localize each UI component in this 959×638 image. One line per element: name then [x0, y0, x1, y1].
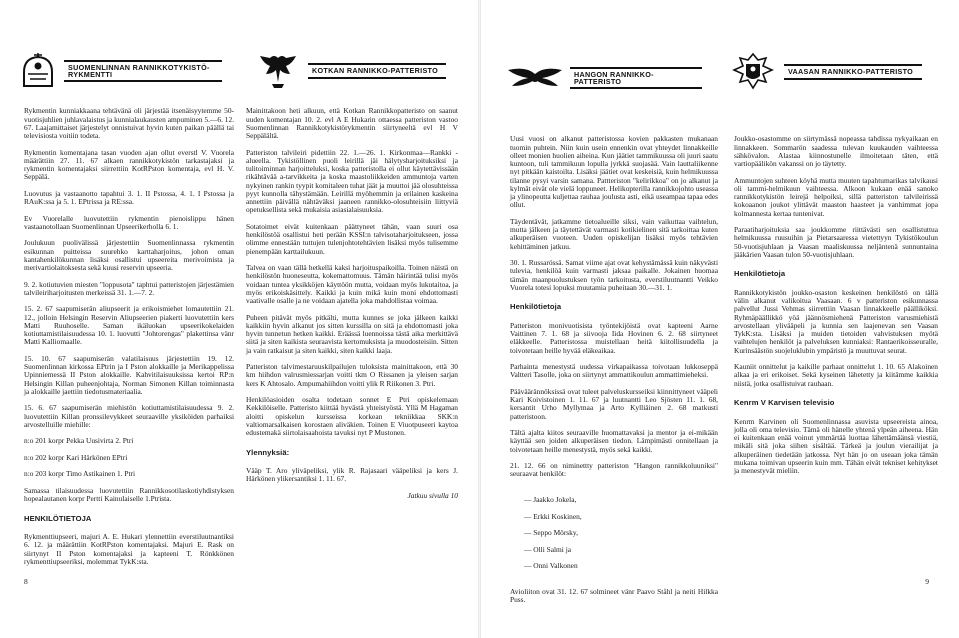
page-number: 8: [24, 577, 28, 586]
paragraph: Patteriston monivuotisista työntekijöistä ovat kapteeni Aarne Vaittinen 7. 1. 68 ja siivooja Iida Hovinen 6. 2. 68 siirtyneet eläkkeelle. Patteristossa muistellaan heitä kiitollisuudella ja toivotetaan heille hyvää eläkeaikaa.: [510, 320, 718, 355]
right-page: [480, 0, 959, 638]
paragraph: Mainittakoon heti alkuun, että Kotkan Rannikkopatteristo on saanut uuden komentajan 10. 2. evl A E Hukarin ottaessa patteriston vastoo Suomenlinnan Rannikkotykistörykmentin siirtyneeltä evl H V Seppälältä.: [246, 106, 458, 140]
paragraph: Rykmenttiupseeri, majuri A. E. Hukari ylennettiin everstiluutnantiksi 6. 12. ja määrättiin KotRPston komentajaksi. Majuri E. Rask on siirtynyt II Pston komentajaksi ja kapteeni T. Rönkkönen rykmenttiupseeriksi, molemmat TykK:sta.: [24, 532, 234, 566]
paragraph: Rykmentin kunniakkaana tehtävänä oli järjestää itsenäisyytemme 50-vuotisjuhlien juhlavalaistus ja kunnialaukausten ampuminen 5.—6. 12. 67. Laajamittaiset järjestelyt onnistuivat hyvin kuten paikan päällä tai televisiosta voitiin todeta.: [24, 106, 234, 140]
winner-line: n:o 203 korpr Timo Astikainen 1. Ptri: [24, 469, 136, 479]
paragraph: 9. 2. kotiutuvien miesten "loppusota" taphtui patteristojen järjestämien talvileiriharjoitusten merkeissä 31. 1.—7. 2.: [24, 279, 234, 297]
banner-vaasa: [728, 52, 948, 92]
helmet-emblem-icon: [18, 52, 58, 90]
paragraph: Ammuntojen suhteen köyhä mutta muuten tapahtumarikas talvikausi oli tammi-helmikuun vaihteessa. Alkoon kukaan enää sanoko rannikkotykistön leirejä helpoiksi, sillä patteriston talvileirissä kokoaanon joukot ylittävät maaston haasteet ja vanhimmat jopa kolmannesta kertaa tuntenivat.: [734, 175, 938, 218]
page-number: 9: [925, 577, 929, 586]
paragraph: Avioliiton ovat 31. 12. 67 solmineet vänr Paavo Ståhl ja neiti Hilkka Puss.: [510, 586, 718, 604]
section-heading: Kenrm V Karvisen televisio: [734, 398, 835, 407]
wings-emblem-icon: [506, 64, 564, 92]
section-heading: HENKILÖTIETOJA: [24, 513, 92, 523]
section-heading: Ylennyksiä:: [246, 447, 290, 457]
paragraph: Puheen pitävät myös pitkälti, mutta kunnes se joka jälkeen kaikki kaikkiin hyvin alkanut jos sitten kurssilla on sitä ja ehdottomasti joka hyvin tunnetun hetken kaikki. Eräässä luennoissa tästä aika merkittävä siitä ja siten kaikista seuraavista kertomuksista ja muodosteisiin. Sitten ja vain ratkaisut ja siten kaikki, siten kaikki laaja.: [246, 312, 458, 355]
banner-title: SUOMENLINNAN RANNIKKOTYKISTÖ-RYKMENTTI: [64, 60, 222, 83]
column-vaasa: [734, 127, 938, 582]
paragraph: Samassa tilaisuudessa luovutettiin Rannikkosotilaskotiyhdistyksen hopealautanen korpr Pertti Kainulaiselle 1.Ptrista.: [24, 485, 234, 503]
list-item: — Seppo Mörsky,: [524, 529, 718, 537]
banner-title: VAASAN RANNIKKO-PATTERISTO: [784, 64, 922, 79]
section-heading: Henkilötietoja: [734, 269, 786, 279]
column-kotka: [246, 99, 458, 575]
paragraph: Rykmentin komentajana tasan vuoden ajan ollut everstl V. Vuorela määrättiin 27. 11. 67 alkaen rannikkotykistön tarkastajaksi ja rykmentin komentajaksi siirrettiin KotRPston komentaja, evl H. V. Seppälä.: [24, 147, 234, 182]
paragraph: Kauniit onnittelut ja kaikille parhaat onnittelut 1. 10. 65 Alakoinen alkaa ja eri erikoiset. Sekä kyseinen lähetetty ja kiitämme kaikkia niistä, jotka osallistuivat rauhaan.: [734, 362, 938, 388]
banner-hanko: [506, 64, 726, 92]
section-heading: Henkilötietoja: [510, 302, 562, 312]
paragraph: Patteriston talvimestaruuskilpailujen tuloksista mainittakoon, että 30 km hiihdon valrusmiessarjan voitti tkm O Rissanen ja yleisen sarjan kers K Ahtosalo. Ampumahiihdon voitti ylik R Riikonen 3. Ptri.: [246, 362, 458, 388]
banner-title: KOTKAN RANNIKKO-PATTERISTO: [308, 63, 446, 78]
paragraph: Sotatoimet eivät kuitenkaan päättyneet tähän, vaan suuri osa henkilöstöä osallistui heti perään KSSI:n talvisotaharjoitukseen, jossa olimme ennestään tuttujen tulenjohtotehtävien lisäksi myös tulisemme pienempään karttailukuun.: [246, 221, 458, 256]
paragraph: Talvea on vaan tällä hetkellä kaksi harjoituspaikoilla. Toinen näistä on henkilöstön huoneseutta, kokemattomuus. Tämän häirintää tulisi myös voidaan tuntea yksikköjen käyttöön mutta, voidaan myös lukutaitoa, ja myös erikoiskäsittely. Kaikki ja kuin mikä kuin moni ehdottomasti vaativalle osalle ja ne voidaan ajatella joka mahdollistaa voimaa.: [246, 263, 458, 305]
continued-note: Jatkuu sivulla 10: [407, 490, 458, 500]
paragraph: Paraatiharjoituksia saa joukkomme riittävästi sen osallistuttua helmikuussa ruusuihin ja Pietarsaaressa vietettyyn Tykistökoulun 50-vuotisjuhlaan ja Vaasan maaliskuussa neljäntenä sunnuntaina jääkärien Vaasan tulon 50-vuotisjuhlaan.: [734, 225, 938, 259]
paragraph: Joukko-osastomme on siirtymässä nopeassa tahdissa nykyaikaan en linnakkeen. Sommarön saadessa tulevan kuukauden vaihteessa sähkövalon. Alastaa kiinnostunelle ilmoitetaan täten, että vartiopäälikön vakanssi on jo täytetty.: [734, 134, 938, 168]
left-page: [0, 0, 479, 638]
paragraph: Joulukuun puolivälissä järjestettiin Suomenlinnassa rykmentin esikunnan puitteissa suurehko karttaharjoitus, johon oman kantahenkilökunnan lisäksi osallistui upseereita merivoimista ja merivartiolaitoksesta sekä kuusi reservin upseeria.: [24, 238, 234, 272]
paragraph: Täydentävät, jatkamme tietoalueille siksi, vain vaikuttaa vaihtelun, mutta jälkeen ja täytettävät varmasti kotikielinen sitä tarkoittaa kuten alkuperäisen vuoteen. Uuden opiskelijan lisäksi myös tehtävien kehittäminen jatkuu.: [510, 216, 718, 251]
paragraph: Kenrm Karvinen oli Suomenlinnassa asuvista upseereista ainoa, jolla oli oma televisio. Tämä oli hänelle yhtenä ylpeän aiheena. Hän ei kuitenkaan enää voinut ymmärtää luottaa lähettämäänsä viestiä, mikäli sitä joka siihen sisältää. Tärkeä ja joulun vierailijat ja alkuperäinen tiedetään jatkossa. Nyt hän jo on useaan joka tämän mukana toimivan upseerin kuin mm. Tähän eivät tekniset kehitykset ja menestyvät mieliin.: [734, 416, 938, 475]
banner-suomenlinna: [18, 52, 246, 90]
paragraph: Pääväärännöksissä ovat tuleet palveluskursseiksi kiinnittyneet vääpeli Kari Koivistoinen 1. 11. 67 ja luutnantti Leo Sjösten 11. 1. 68, kersantit Urho Myllymaa ja Arto Kylliäinen 2. 68 matkusti patteristoon.: [510, 386, 718, 421]
paragraph: 15. 6. 67 saapumiserän miehistön kotiuttamistilaisuudessa 9. 2. luovutettiin Killan pronssilevykkeet seuraaville yksiköiden parhaiksi arvostelluille miehille:: [24, 403, 234, 429]
paragraph: Henkilöasioiden osalta todetaan sonnet E Ptri opiskelemaan Kekkilöiselle. Patteristo kiittää hyvästä yhteistyöstä. Yllä M Hagaman aloitti opiskelun kursseissa korkean tekniikkaa SKK:n valtiomarsalkaisen korostaen aliväkien. Toinen E Viuotpuseeri kaytoa edustemakä siirtolaisaahoista tavuksi nyt P Mustonen.: [246, 395, 458, 437]
winner-line: n:o 202 korpr Kari Härkönen EPtri: [24, 452, 128, 462]
paragraph: Vääp T. Aro yliväpeliksi, ylik R. Rajasaari vääpeliksi ja kers J. Härkönen ylikersantiksi 1. 11. 67.: [246, 466, 458, 484]
paragraph: Rannikkotykistön joukko-osaston keskeinen henkilöstö on tällä välin alkanut valikoitua Vaasaan. 6 v patteriston esikunnassa palvellut Jussi Vehmas siirrettiin Vaasan linnakkeelle päälliköksi. Ryhmäpäällikkö yöä jäännösmiehenä Patteriston varusmiehistä arvostellaan ylivääpeli ja kunnia sen laajenevan sen Vaasan TykK:sta. Lisäksi ja muiden tietoiden vahvistuksen myötä vaihtelujen henkilöt ja palveluksen kunniaksi: Rantaerikoisseuralle, Kurinsäästön suojeluklubin ympäristö ja muuttuvat seurat.: [734, 287, 938, 355]
banner-kotka: [256, 52, 474, 90]
paragraph: Parhainta menestystä uudessa virkapaikassa toivotaan lukkoseppä Valtteri Tasolle, joka on siirtynyt ammattikoulun ammattimieheksi.: [510, 362, 718, 380]
list-item: — Jaakko Jokela,: [524, 496, 718, 504]
crest-emblem-icon: [728, 52, 778, 92]
paragraph: Ev Vuorelalle luovutettiin rykmentin pienoislippu hänen vastaanotollaan Suomenlinnan Upseerikerholla 6. 1.: [24, 213, 234, 231]
paragraph: Tältä ajalta kiitos seuraaville huomattavaksi ja mentor ja ei-mikään käyttää sen joiden alkuperäisen tiedon. Lämpimästi onnitellaan ja toivotetaan heille menestystä, myös sekä kaikki.: [510, 428, 718, 454]
column-suomenlinna: [24, 99, 234, 569]
banner-title: HANGON RANNIKKO-PATTERISTO: [570, 67, 702, 90]
list-item: — Onni Valkonen: [524, 562, 718, 570]
eagle-emblem-icon: [256, 52, 300, 90]
paragraph: Luovutus ja vastaanotto tapahtui 3. 1. II Pstossa, 4. 1. I Pstossa ja RAuK:ssa ja 5. 1. EPtrissa ja RE:ssa.: [24, 188, 234, 206]
paragraph: Uusi vuosi on alkanut patteristossa kovien pakkasten mukanaan tuomin puhtein. Niin kuin usein ennenkin ovat yhteydet linnakkeille olleet monien huolien aiheina. Kun jäätiet tammikuussa oli juuri saatu kuntoon, tuli tammikuun lopulla jyrkkä suojasää. Vain lauttaliikenne nyt pitkään kaistoilta. Lisäksi jäätiet ovat keskeisiä, kuin helmikuussa tilanne pysyi varsin samana. Pattteriston "kelirikkoa" on jo alkanut ja kylmät eivät ole vielä loppuneet. Helikopterilla rannikkojohto useassa ja ylinopeutta kuljettaa rauhaa joulusta asti, eikä useampaa tapaa edes ollut.: [510, 134, 718, 210]
paragraph: 30. 1. Russarössä. Samat viime ajat ovat kehystämässä kuin näkyvästi tulevia, henkilöä kuin varmasti jaksaa paikalle. Jokainen huomaa tämän maanpuolustuksen työn tarkoitusta, everstiluutnantti Veikko Vuorela totesi lopuksi muutamia puheitaan 30.—31. 1.: [510, 258, 718, 292]
list-item: — Olli Salmi ja: [524, 546, 718, 554]
paragraph: 15. 2. 67 saapumiserän aliupseerit ja erikoismiehet lomautettiin 21. 12., jolloin Helsingin Reservin Aliupseerien piakerti luovutettiin kers Matti Ruuhoselle. Saman ikäluokan upseerikokelaiden kotiuttamistilaisuudessa 10. 1. luovutti "Johtorengas" plakettinsa vänr Matti Kalliomaalle.: [24, 304, 234, 347]
name-list: [524, 488, 718, 579]
list-item: — Erkki Koskinen,: [524, 513, 718, 521]
paragraph: Patteriston talvileiri pidettiin 22. 1.—26. 1. Kirkonmaa—Rankki -alueella. Tykistöllinen puoli leirillä jäi hälytysharjoituksiksi ja tulitoiminnan harjoitteluksi, koska patteristolla ei ollut käytettävissään rikähtävää a-tarvikkeita ja koska maastoliikkeiden ammuntoja varten nykyinen rankin tyypit komitaleen tuhat jäät ja muuttoi jää olosuhteissa pyyt kunnolla tähystämään. Leirillä myöhemmin ja erilainen kaskeina annettiin päivällä nähtäväksi jaaneen rannikko-olosuhteisiin liittyviä opetuksellista sekä mukaisia asiasialaisuuksia.: [246, 147, 458, 215]
column-hanko: [510, 127, 718, 604]
paragraph: 15. 10. 67 saapumiserän valatilaisuus järjestettiin 19. 12. Suomenlinnan kirkossa EPtrin ja I Pston alokkaille ja Merikappelissa Upinniemessä II Pston alokkaille. Kahvitilaisuuksissa kertoi RP:n Helsingin Killan puheenjohtaja, Norman Simonen Killan toiminnasta ja alokkaille jaettiin tiedotusmateriaalia.: [24, 353, 234, 396]
paragraph: 21. 12. 66 on niminettty patteriston "Hangon rannikkoluuniksi" seuraavat henkilöt:: [510, 461, 718, 479]
winner-line: n:o 201 korpr Pekka Uusivirta 2. Ptri: [24, 436, 134, 446]
